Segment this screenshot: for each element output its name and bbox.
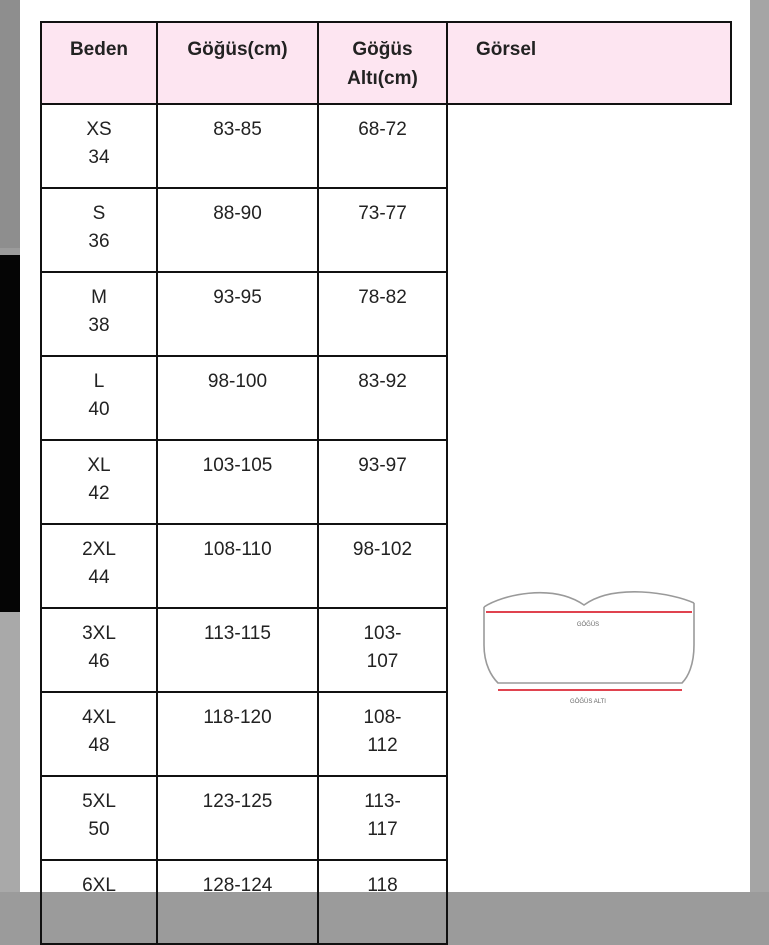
underbust-value: 113- (364, 791, 401, 812)
size-number: 34 (88, 147, 110, 168)
underbust-value-cont: 112 (367, 735, 398, 756)
cell-underbust (318, 188, 447, 272)
size-chart-sheet (20, 0, 750, 896)
cell-bust: 93-95 (157, 272, 318, 356)
underbust-value-cont: 107 (366, 651, 399, 672)
cell-size (41, 524, 157, 608)
cell-underbust (318, 860, 447, 944)
size-label: 3XL (82, 623, 116, 644)
cell-bust: 98-100 (157, 356, 318, 440)
cell-bust: 118-120 (157, 692, 318, 776)
underbust-value: 118 (367, 875, 398, 896)
size-number: 40 (88, 399, 110, 420)
size-number: 36 (88, 231, 110, 252)
image-cell (447, 104, 731, 944)
size-label: 6XL (82, 875, 116, 896)
header-underbust-line2: Altı(cm) (347, 68, 418, 89)
cell-underbust (318, 440, 447, 524)
size-number: 50 (88, 819, 110, 840)
underbust-value: 68-72 (358, 119, 407, 140)
cell-size (41, 440, 157, 524)
cell-size (41, 692, 157, 776)
header-size: Beden (41, 22, 157, 104)
size-label: XL (87, 455, 111, 476)
bust-label: GÖĞÜS (576, 622, 600, 628)
cell-underbust (318, 104, 447, 188)
underbust-value-cont: 117 (367, 819, 398, 840)
size-number: 38 (88, 315, 110, 336)
cell-underbust (318, 776, 447, 860)
cell-underbust (318, 692, 447, 776)
cell-bust: 83-85 (157, 104, 318, 188)
size-label: XS (86, 119, 112, 140)
background-left-dark (0, 255, 20, 612)
size-number: 46 (88, 651, 110, 672)
underbust-value: 108- (363, 707, 402, 728)
cell-bust: 123-125 (157, 776, 318, 860)
cell-bust: 128-124 (157, 860, 318, 944)
size-chart-table (40, 21, 732, 945)
background-left-bottom (0, 612, 22, 892)
cell-underbust (318, 356, 447, 440)
cell-size (41, 356, 157, 440)
size-label: S (92, 203, 106, 224)
bra-measurement-diagram (482, 585, 698, 705)
table-row (41, 104, 731, 188)
bra-outline-top (484, 592, 694, 607)
underbust-value: 98-102 (352, 539, 413, 560)
cell-underbust (318, 608, 447, 692)
cell-bust: 108-110 (157, 524, 318, 608)
size-label: L (93, 371, 105, 392)
header-underbust-line1: Göğüs (352, 39, 413, 60)
underbust-value: 93-97 (358, 455, 407, 476)
size-number: 48 (88, 735, 110, 756)
size-label: M (91, 287, 107, 308)
cell-size (41, 272, 157, 356)
background-right (747, 0, 769, 892)
header-underbust (318, 22, 447, 104)
underbust-value: 103- (363, 623, 402, 644)
cell-bust: 113-115 (157, 608, 318, 692)
cell-underbust (318, 272, 447, 356)
size-label: 5XL (82, 791, 116, 812)
size-number: 44 (88, 567, 110, 588)
bra-outline-body (484, 603, 694, 683)
cell-underbust (318, 524, 447, 608)
cell-size (41, 188, 157, 272)
underbust-label: GÖĞÜS ALTI (570, 699, 606, 705)
cell-bust: 103-105 (157, 440, 318, 524)
size-label: 2XL (82, 539, 116, 560)
size-label: 4XL (82, 707, 116, 728)
header-image: Görsel (447, 22, 731, 104)
header-bust: Göğüs(cm) (157, 22, 318, 104)
header-row (41, 22, 731, 104)
underbust-value: 73-77 (358, 203, 407, 224)
underbust-value: 83-92 (358, 371, 407, 392)
cell-size (41, 860, 157, 944)
cell-size (41, 608, 157, 692)
cell-size (41, 776, 157, 860)
cell-size (41, 104, 157, 188)
background-left-top (0, 0, 22, 248)
cell-bust: 88-90 (157, 188, 318, 272)
size-number: 42 (88, 483, 110, 504)
underbust-value: 78-82 (358, 287, 407, 308)
